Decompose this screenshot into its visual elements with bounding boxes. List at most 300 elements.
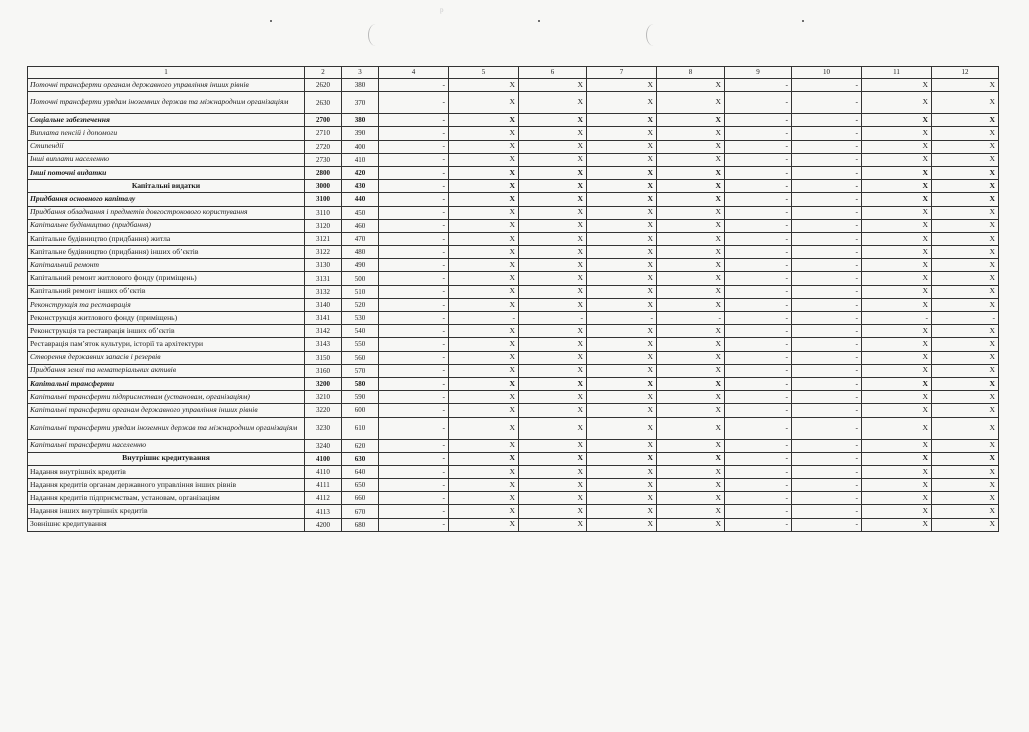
value-cell: X xyxy=(932,338,999,351)
value-cell: - xyxy=(792,439,862,452)
value-cell: X xyxy=(657,232,725,245)
expense-name-cell: Придбання основного капіталу xyxy=(28,193,305,206)
value-cell: - xyxy=(379,351,449,364)
value-cell: X xyxy=(449,377,519,390)
value-cell: X xyxy=(519,338,587,351)
value-cell: X xyxy=(587,114,657,127)
value-cell: X xyxy=(587,364,657,377)
expense-name-cell: Надання внутрішніх кредитів xyxy=(28,465,305,478)
row-code-cell: 670 xyxy=(342,505,379,518)
value-cell: X xyxy=(587,92,657,114)
value-cell: X xyxy=(862,153,932,166)
value-cell: X xyxy=(657,492,725,505)
value-cell: X xyxy=(519,259,587,272)
value-cell: X xyxy=(587,298,657,311)
value-cell: X xyxy=(519,505,587,518)
value-cell: - xyxy=(792,391,862,404)
value-cell: X xyxy=(519,153,587,166)
value-cell: X xyxy=(932,391,999,404)
table-row xyxy=(28,246,999,259)
expense-name-cell: Створення державних запасів і резервів xyxy=(28,351,305,364)
value-cell: X xyxy=(932,351,999,364)
column-number: 4 xyxy=(379,67,449,79)
value-cell: X xyxy=(862,465,932,478)
value-cell: - xyxy=(725,285,792,298)
value-cell: - xyxy=(792,180,862,193)
value-cell: X xyxy=(449,153,519,166)
value-cell: X xyxy=(657,127,725,140)
value-cell: X xyxy=(862,325,932,338)
value-cell: - xyxy=(725,219,792,232)
value-cell: X xyxy=(657,153,725,166)
value-cell: X xyxy=(932,492,999,505)
table-row xyxy=(28,114,999,127)
value-cell: X xyxy=(449,505,519,518)
value-cell: X xyxy=(862,79,932,92)
table-row xyxy=(28,312,999,325)
table-row xyxy=(28,404,999,417)
value-cell: X xyxy=(932,298,999,311)
value-cell: - xyxy=(725,364,792,377)
value-cell: - xyxy=(725,479,792,492)
value-cell: X xyxy=(587,479,657,492)
row-code-cell: 650 xyxy=(342,479,379,492)
table-row xyxy=(28,259,999,272)
value-cell: X xyxy=(657,79,725,92)
value-cell: X xyxy=(519,166,587,179)
value-cell: X xyxy=(587,180,657,193)
value-cell: X xyxy=(862,127,932,140)
expense-name-cell: Поточні трансферти органам державного управління інших рівнів xyxy=(28,79,305,92)
value-cell: - xyxy=(379,404,449,417)
value-cell: - xyxy=(725,206,792,219)
budget-table-body xyxy=(28,67,999,532)
table-row xyxy=(28,298,999,311)
value-cell: - xyxy=(725,492,792,505)
value-cell: X xyxy=(519,92,587,114)
column-number: 2 xyxy=(305,67,342,79)
value-cell: X xyxy=(862,193,932,206)
value-cell: - xyxy=(725,140,792,153)
table-row xyxy=(28,325,999,338)
expense-code-cell: 3110 xyxy=(305,206,342,219)
expense-name-cell: Виплата пенсій і допомоги xyxy=(28,127,305,140)
expense-code-cell: 3210 xyxy=(305,391,342,404)
table-row xyxy=(28,439,999,452)
expense-name-cell: Капітальні трансферти органам державного управління інших рівнів xyxy=(28,404,305,417)
value-cell: - xyxy=(725,114,792,127)
value-cell: X xyxy=(519,377,587,390)
value-cell: X xyxy=(932,114,999,127)
table-row xyxy=(28,377,999,390)
value-cell: X xyxy=(519,206,587,219)
value-cell: - xyxy=(379,246,449,259)
value-cell: X xyxy=(862,114,932,127)
value-cell: X xyxy=(932,140,999,153)
row-code-cell: 530 xyxy=(342,312,379,325)
table-row xyxy=(28,272,999,285)
expense-code-cell: 2710 xyxy=(305,127,342,140)
table-row xyxy=(28,505,999,518)
value-cell: - xyxy=(725,404,792,417)
value-cell: X xyxy=(932,92,999,114)
value-cell: - xyxy=(792,479,862,492)
row-code-cell: 500 xyxy=(342,272,379,285)
table-row xyxy=(28,465,999,478)
value-cell: - xyxy=(792,193,862,206)
value-cell: - xyxy=(792,246,862,259)
value-cell: - xyxy=(725,298,792,311)
value-cell: - xyxy=(725,272,792,285)
scan-speck xyxy=(270,20,272,22)
expense-code-cell: 2630 xyxy=(305,92,342,114)
table-row xyxy=(28,492,999,505)
value-cell: X xyxy=(519,364,587,377)
value-cell: X xyxy=(587,391,657,404)
expense-code-cell: 4110 xyxy=(305,465,342,478)
value-cell: - xyxy=(725,417,792,439)
value-cell: X xyxy=(932,465,999,478)
column-number: 8 xyxy=(657,67,725,79)
expense-name-cell: Капітальний ремонт інших об’єктів xyxy=(28,285,305,298)
value-cell: - xyxy=(725,193,792,206)
value-cell: - xyxy=(725,259,792,272)
value-cell: X xyxy=(862,417,932,439)
value-cell: - xyxy=(792,452,862,465)
table-row xyxy=(28,232,999,245)
expense-code-cell: 4111 xyxy=(305,479,342,492)
value-cell: X xyxy=(862,479,932,492)
value-cell: X xyxy=(587,439,657,452)
value-cell: X xyxy=(587,246,657,259)
expense-name-cell: Капітальне будівництво (придбання) xyxy=(28,219,305,232)
expense-code-cell: 3132 xyxy=(305,285,342,298)
value-cell: X xyxy=(519,79,587,92)
expense-code-cell: 3160 xyxy=(305,364,342,377)
table-row xyxy=(28,140,999,153)
value-cell: - xyxy=(792,505,862,518)
value-cell: X xyxy=(862,391,932,404)
value-cell: X xyxy=(519,180,587,193)
value-cell: X xyxy=(587,272,657,285)
value-cell: X xyxy=(449,518,519,531)
value-cell: X xyxy=(587,219,657,232)
expense-name-cell: Надання кредитів підприємствам, установам, організаціям xyxy=(28,492,305,505)
value-cell: - xyxy=(792,338,862,351)
value-cell: X xyxy=(449,246,519,259)
expense-code-cell: 3240 xyxy=(305,439,342,452)
value-cell: - xyxy=(379,166,449,179)
value-cell: X xyxy=(862,166,932,179)
value-cell: X xyxy=(932,219,999,232)
value-cell: - xyxy=(725,232,792,245)
value-cell: - xyxy=(792,259,862,272)
value-cell: X xyxy=(657,246,725,259)
value-cell: X xyxy=(657,219,725,232)
column-number: 6 xyxy=(519,67,587,79)
value-cell: X xyxy=(519,114,587,127)
value-cell: - xyxy=(379,219,449,232)
row-code-cell: 380 xyxy=(342,79,379,92)
value-cell: - xyxy=(379,259,449,272)
value-cell: - xyxy=(587,312,657,325)
value-cell: X xyxy=(862,518,932,531)
value-cell: - xyxy=(379,193,449,206)
value-cell: X xyxy=(862,180,932,193)
row-code-cell: 640 xyxy=(342,465,379,478)
value-cell: X xyxy=(657,404,725,417)
expense-code-cell: 3122 xyxy=(305,246,342,259)
value-cell: X xyxy=(449,79,519,92)
value-cell: - xyxy=(792,153,862,166)
value-cell: X xyxy=(519,479,587,492)
value-cell: - xyxy=(792,114,862,127)
value-cell: X xyxy=(449,219,519,232)
value-cell: - xyxy=(379,417,449,439)
table-row xyxy=(28,391,999,404)
scan-speck xyxy=(802,20,804,22)
value-cell: X xyxy=(657,465,725,478)
value-cell: - xyxy=(725,518,792,531)
value-cell: X xyxy=(657,298,725,311)
table-row xyxy=(28,180,999,193)
value-cell: X xyxy=(862,219,932,232)
value-cell: X xyxy=(862,338,932,351)
value-cell: X xyxy=(449,417,519,439)
row-code-cell: 590 xyxy=(342,391,379,404)
column-number: 12 xyxy=(932,67,999,79)
expense-code-cell: 3143 xyxy=(305,338,342,351)
value-cell: - xyxy=(792,312,862,325)
value-cell: X xyxy=(657,272,725,285)
value-cell: X xyxy=(449,391,519,404)
expense-name-cell: Зовнішнє кредитування xyxy=(28,518,305,531)
value-cell: - xyxy=(379,114,449,127)
column-number: 9 xyxy=(725,67,792,79)
value-cell: X xyxy=(862,377,932,390)
value-cell: X xyxy=(862,505,932,518)
value-cell: X xyxy=(519,193,587,206)
value-cell: X xyxy=(449,193,519,206)
row-code-cell: 440 xyxy=(342,193,379,206)
value-cell: - xyxy=(379,439,449,452)
value-cell: - xyxy=(449,312,519,325)
value-cell: X xyxy=(657,285,725,298)
value-cell: - xyxy=(725,338,792,351)
value-cell: X xyxy=(587,338,657,351)
value-cell: X xyxy=(932,180,999,193)
row-code-cell: 540 xyxy=(342,325,379,338)
table-row xyxy=(28,364,999,377)
value-cell: X xyxy=(932,193,999,206)
table-row xyxy=(28,92,999,114)
expense-code-cell: 2700 xyxy=(305,114,342,127)
value-cell: X xyxy=(932,479,999,492)
value-cell: - xyxy=(792,206,862,219)
value-cell: - xyxy=(792,404,862,417)
expense-code-cell: 2730 xyxy=(305,153,342,166)
value-cell: - xyxy=(379,272,449,285)
row-code-cell: 680 xyxy=(342,518,379,531)
value-cell: - xyxy=(792,298,862,311)
value-cell: X xyxy=(587,417,657,439)
value-cell: - xyxy=(379,338,449,351)
value-cell: X xyxy=(862,298,932,311)
value-cell: X xyxy=(519,465,587,478)
value-cell: X xyxy=(932,505,999,518)
value-cell: - xyxy=(792,377,862,390)
value-cell: - xyxy=(725,465,792,478)
table-row xyxy=(28,338,999,351)
row-code-cell: 560 xyxy=(342,351,379,364)
value-cell: X xyxy=(657,166,725,179)
value-cell: X xyxy=(587,465,657,478)
row-code-cell: 430 xyxy=(342,180,379,193)
value-cell: X xyxy=(449,114,519,127)
value-cell: X xyxy=(657,193,725,206)
value-cell: X xyxy=(449,272,519,285)
value-cell: X xyxy=(519,232,587,245)
expense-code-cell: 3131 xyxy=(305,272,342,285)
expense-name-cell: Капітальні трансферти населенню xyxy=(28,439,305,452)
table-row xyxy=(28,79,999,92)
value-cell: X xyxy=(862,206,932,219)
value-cell: - xyxy=(792,351,862,364)
expense-name-cell: Інші виплати населенню xyxy=(28,153,305,166)
expense-name-cell: Капітальний ремонт xyxy=(28,259,305,272)
row-code-cell: 580 xyxy=(342,377,379,390)
value-cell: X xyxy=(449,325,519,338)
value-cell: X xyxy=(449,285,519,298)
value-cell: X xyxy=(932,285,999,298)
table-row xyxy=(28,153,999,166)
value-cell: X xyxy=(519,298,587,311)
value-cell: - xyxy=(792,232,862,245)
value-cell: - xyxy=(379,518,449,531)
value-cell: X xyxy=(862,140,932,153)
row-code-cell: 570 xyxy=(342,364,379,377)
value-cell: X xyxy=(862,92,932,114)
value-cell: - xyxy=(379,505,449,518)
expense-code-cell: 2620 xyxy=(305,79,342,92)
value-cell: X xyxy=(587,127,657,140)
value-cell: - xyxy=(725,312,792,325)
value-cell: X xyxy=(519,272,587,285)
punch-hole-mark xyxy=(368,24,383,46)
expense-name-cell: Надання кредитів органам державного управління інших рівнів xyxy=(28,479,305,492)
row-code-cell: 400 xyxy=(342,140,379,153)
value-cell: X xyxy=(449,298,519,311)
scan-speck xyxy=(538,20,540,22)
column-number-row xyxy=(28,67,999,79)
column-number: 10 xyxy=(792,67,862,79)
value-cell: X xyxy=(657,364,725,377)
expense-code-cell: 3120 xyxy=(305,219,342,232)
value-cell: - xyxy=(379,492,449,505)
value-cell: X xyxy=(519,140,587,153)
value-cell: - xyxy=(725,166,792,179)
value-cell: - xyxy=(725,505,792,518)
budget-table xyxy=(27,66,999,532)
value-cell: X xyxy=(449,492,519,505)
value-cell: - xyxy=(379,285,449,298)
value-cell: X xyxy=(449,404,519,417)
value-cell: X xyxy=(657,351,725,364)
value-cell: X xyxy=(449,439,519,452)
value-cell: X xyxy=(587,325,657,338)
value-cell: X xyxy=(657,180,725,193)
value-cell: - xyxy=(792,140,862,153)
expense-code-cell: 4100 xyxy=(305,452,342,465)
value-cell: X xyxy=(519,219,587,232)
value-cell: X xyxy=(449,338,519,351)
value-cell: X xyxy=(657,377,725,390)
value-cell: X xyxy=(519,127,587,140)
value-cell: X xyxy=(449,465,519,478)
value-cell: - xyxy=(725,452,792,465)
expense-code-cell: 3230 xyxy=(305,417,342,439)
row-code-cell: 490 xyxy=(342,259,379,272)
value-cell: X xyxy=(519,452,587,465)
expense-name-cell: Реконструкція та реставрація інших об’єктів xyxy=(28,325,305,338)
value-cell: X xyxy=(932,272,999,285)
row-code-cell: 390 xyxy=(342,127,379,140)
column-number: 3 xyxy=(342,67,379,79)
value-cell: X xyxy=(932,404,999,417)
value-cell: - xyxy=(725,180,792,193)
table-row xyxy=(28,417,999,439)
value-cell: X xyxy=(449,206,519,219)
value-cell: - xyxy=(792,127,862,140)
expense-name-cell: Придбання землі та нематеріальних активів xyxy=(28,364,305,377)
value-cell: - xyxy=(379,206,449,219)
value-cell: X xyxy=(587,505,657,518)
row-code-cell: 610 xyxy=(342,417,379,439)
expense-name-cell: Реконструкція та реставрація xyxy=(28,298,305,311)
value-cell: X xyxy=(862,351,932,364)
value-cell: X xyxy=(519,285,587,298)
expense-name-cell: Капітальне будівництво (придбання) інших об’єктів xyxy=(28,246,305,259)
value-cell: X xyxy=(587,452,657,465)
value-cell: X xyxy=(449,180,519,193)
value-cell: X xyxy=(587,153,657,166)
expense-code-cell: 2720 xyxy=(305,140,342,153)
expense-code-cell: 4113 xyxy=(305,505,342,518)
value-cell: X xyxy=(862,259,932,272)
row-code-cell: 520 xyxy=(342,298,379,311)
value-cell: X xyxy=(449,364,519,377)
value-cell: - xyxy=(725,92,792,114)
value-cell: X xyxy=(587,492,657,505)
value-cell: - xyxy=(379,298,449,311)
value-cell: - xyxy=(792,166,862,179)
column-number: 1 xyxy=(28,67,305,79)
expense-code-cell: 3141 xyxy=(305,312,342,325)
value-cell: - xyxy=(379,232,449,245)
value-cell: X xyxy=(519,492,587,505)
table-row xyxy=(28,127,999,140)
value-cell: - xyxy=(379,325,449,338)
row-code-cell: 660 xyxy=(342,492,379,505)
value-cell: X xyxy=(657,338,725,351)
value-cell: X xyxy=(587,377,657,390)
value-cell: X xyxy=(862,246,932,259)
value-cell: - xyxy=(379,465,449,478)
expense-code-cell: 3150 xyxy=(305,351,342,364)
value-cell: X xyxy=(519,404,587,417)
table-row xyxy=(28,206,999,219)
row-code-cell: 370 xyxy=(342,92,379,114)
